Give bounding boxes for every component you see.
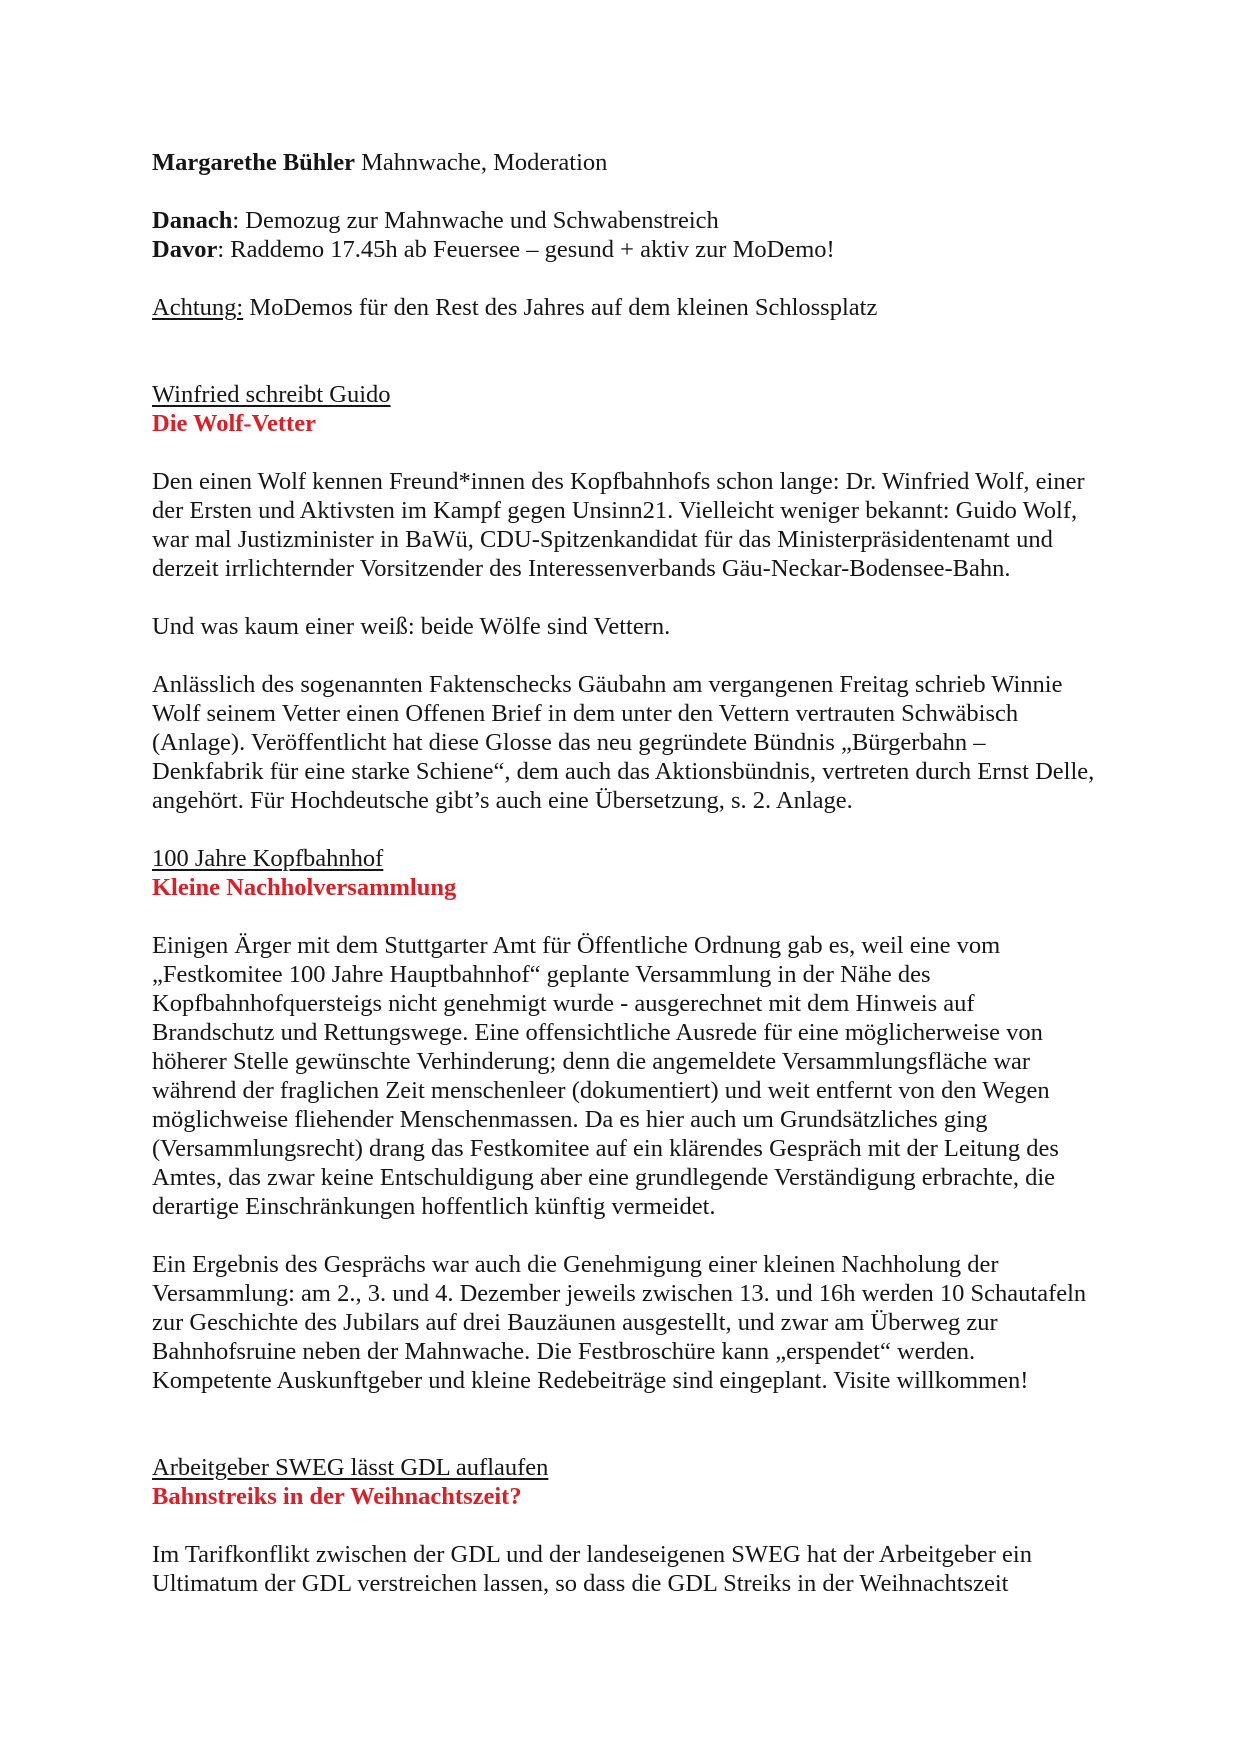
- section-headline: Kleine Nachholversammlung: [152, 874, 457, 901]
- achtung-label: Achtung:: [152, 294, 244, 321]
- section-headline: Die Wolf-Vetter: [152, 410, 316, 437]
- achtung-line: [152, 293, 1095, 322]
- paragraph: Und was kaum einer weiß: beide Wölfe sind Vettern.: [152, 613, 671, 640]
- paragraph: Anlässlich des sogenannten Faktenschecks Gäubahn am vergangenen Freitag schrieb Winnie Wolf seinem Vetter einen Offenen Brief in dem unter den Vettern vertrauten Schwäbisch (Anlage). Veröffentlicht hat diese Glosse das neu gegründete Bündnis „Bürgerbahn – Denkfabrik für eine starke Schiene“, dem auch das Aktionsbündnis, vertreten durch Ernst Delle, angehört. Für Hochdeutsche gibt’s auch eine Übersetzung, s. 2. Anlage.: [152, 671, 1095, 814]
- section-headline: Bahnstreiks in der Weihnachtszeit?: [152, 1483, 522, 1510]
- section-kicker: 100 Jahre Kopfbahnhof: [152, 845, 384, 872]
- byline: [152, 148, 1095, 177]
- paragraph: Im Tarifkonflikt zwischen der GDL und der landeseigenen SWEG hat der Arbeitgeber ein Ultimatum der GDL verstreichen lassen, so dass die GDL Streiks in der Weihnachtszeit: [152, 1541, 1032, 1597]
- danach-label: Danach: [152, 207, 233, 234]
- davor-text: : Raddemo 17.45h ab Feuersee – gesund + aktiv zur MoDemo!: [217, 236, 835, 263]
- danach-line: [152, 206, 1095, 235]
- davor-line: [152, 235, 1095, 264]
- section-kicker: Arbeitgeber SWEG lässt GDL auflaufen: [152, 1454, 549, 1481]
- section-kicker: Winfried schreibt Guido: [152, 381, 391, 408]
- section-nachholversammlung: [152, 844, 1095, 1395]
- danach-text: : Demozug zur Mahnwache und Schwabenstreich: [232, 207, 719, 234]
- achtung-text: MoDemos für den Rest des Jahres auf dem kleinen Schlossplatz: [243, 294, 878, 321]
- byline-role: Mahnwache, Moderation: [355, 149, 608, 176]
- paragraph: Einigen Ärger mit dem Stuttgarter Amt für Öffentliche Ordnung gab es, weil eine vom „Festkomitee 100 Jahre Hauptbahnhof“ geplante Versammlung in der Nähe des Kopfbahnhofquersteigs nicht genehmigt wurde - ausgerechnet mit dem Hinweis auf Brandschutz und Rettungswege. Eine offensichtliche Ausrede für eine möglicherweise von höherer Stelle gewünschte Verhinderung; denn die angemeldete Versammlungsfläche war während der fraglichen Zeit menschenleer (dokumentiert) und weit entfernt von den Wegen möglichweise fliehender Menschenmassen. Da es hier auch um Grundsätzliches ging (Versammlungsrecht) drang das Festkomitee auf ein klärendes Gespräch mit der Leitung des Amtes, das zwar keine Entschuldigung aber eine grundlegende Verständigung erbrachte, die derartige Einschränkungen hoffentlich künftig vermeidet.: [152, 932, 1059, 1220]
- davor-label: Davor: [152, 236, 218, 263]
- section-bahnstreiks: [152, 1453, 1095, 1598]
- byline-name: Margarethe Bühler: [152, 149, 355, 176]
- paragraph: Ein Ergebnis des Gesprächs war auch die Genehmigung einer kleinen Nachholung der Versammlung: am 2., 3. und 4. Dezember jeweils zwischen 13. und 16h werden 10 Schautafeln zur Geschichte des Jubilars auf drei Bauzäunen ausgestellt, und zwar am Überweg zur Bahnhofsruine neben der Mahnwache. Die Festbroschüre kann „erspendet“ werden. Kompetente Auskunftgeber und kleine Redebeiträge sind eingeplant. Visite willkommen!: [152, 1251, 1087, 1394]
- paragraph: Den einen Wolf kennen Freund*innen des Kopfbahnhofs schon lange: Dr. Winfried Wolf, einer der Ersten und Aktivsten im Kampf gegen Unsinn21. Vielleicht weniger bekannt: Guido Wolf, war mal Justizminister in BaWü, CDU-Spitzenkandidat für das Ministerpräsidentenamt und derzeit irrlichternder Vorsitzender des Interessenverbands Gäu-Neckar-Bodensee-Bahn.: [152, 468, 1085, 582]
- section-wolf-vetter: [152, 380, 1095, 815]
